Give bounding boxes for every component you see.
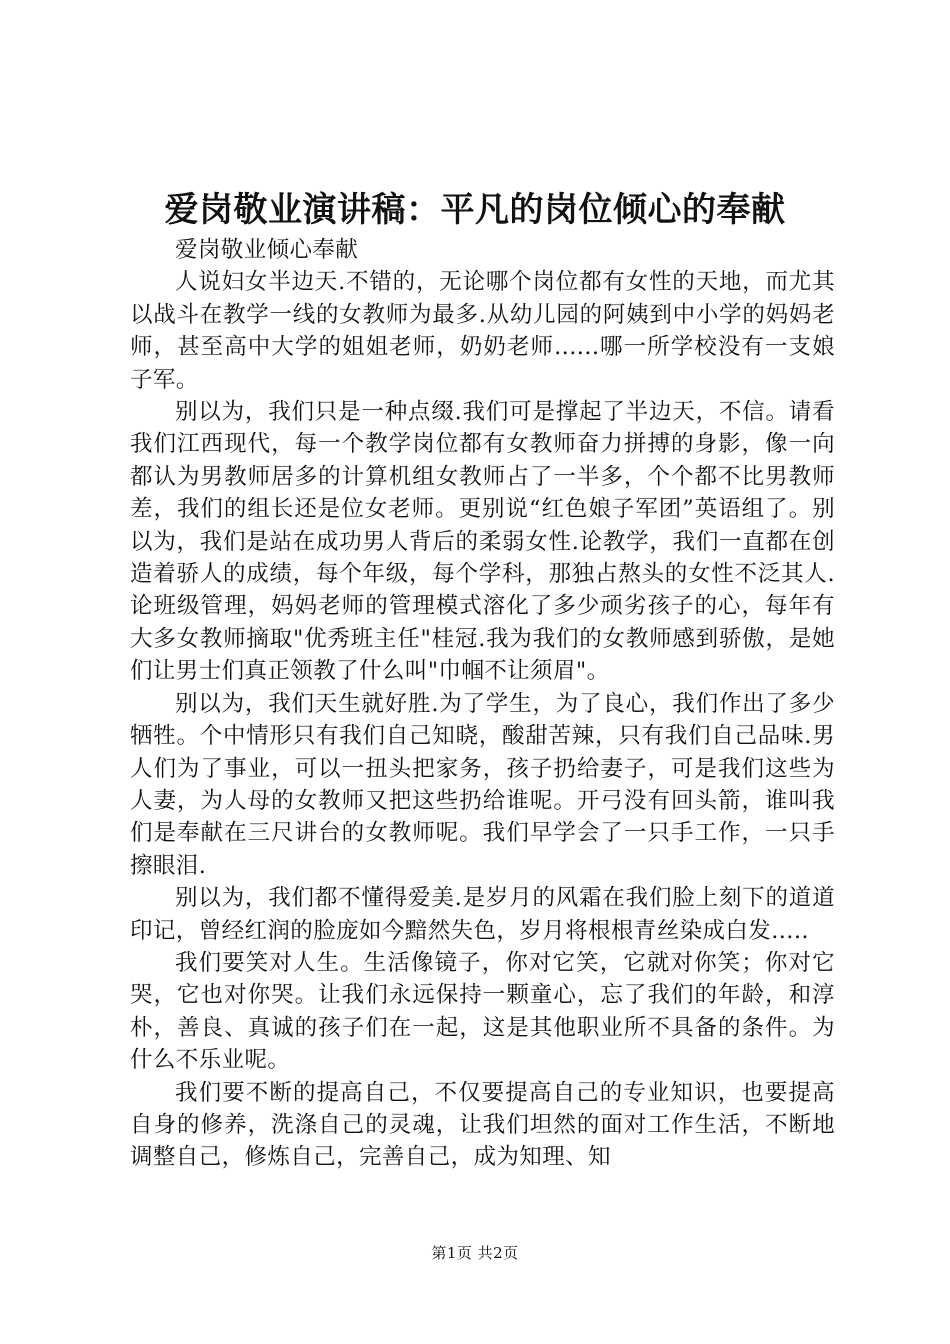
paragraph: 别以为，我们只是一种点缀.我们可是撑起了半边天，不信。请看我们江西现代，每一个教学岗位都有女教师奋力拼搏的身影，像一向都认为男教师居多的计算机组女教师占了一半多，个个都不比男教师差，我们的组长还是位女老师。更别说“红色娘子军团”英语组了。别以为，我们是站在成功男人背后的柔弱女性.论教学，我们一直都在创造着骄人的成绩，每个年级，每个学科，那独占熬头的女性不泛其人.论班级管理，妈妈老师的管理模式溶化了多少顽劣孩子的心，每年有大多女教师摘取"优秀班主任"桂冠.我为我们的女教师感到骄傲，是她们让男士们真正领教了什么叫"巾帼不让须眉"。 (130, 399, 835, 685)
paragraph: 人说妇女半边天.不错的，无论哪个岗位都有女性的天地，而尤其以战斗在教学一线的女教师为最多.从幼儿园的阿姨到中小学的妈妈老师，甚至高中大学的姐姐老师，奶奶老师......哪一所学校没有一支娘子军。 (130, 269, 835, 393)
paragraph: 我们要笑对人生。生活像镜子，你对它笑，它就对你笑；你对它哭，它也对你哭。让我们永远保持一颗童心，忘了我们的年龄，和淳朴，善良、真诚的孩子们在一起，这是其他职业所不具备的条件。为什么不乐业呢。 (130, 949, 835, 1074)
document-body (130, 234, 835, 1174)
paragraph: 别以为，我们天生就好胜.为了学生，为了良心，我们作出了多少牺牲。个中情形只有我们自己知晓，酸甜苦辣，只有我们自己品味.男人们为了事业，可以一扭头把家务，孩子扔给妻子，可是我们这些为人妻，为人母的女教师又把这些扔给谁呢。开弓没有回头箭，谁叫我们是奉献在三尺讲台的女教师呢。我们早学会了一只手工作，一只手擦眼泪. (130, 690, 835, 879)
document-title: 爱岗敬业演讲稿：平凡的岗位倾心的奉献 (164, 190, 786, 230)
paragraph: 我们要不断的提高自己，不仅要提高自己的专业知识，也要提高自身的修养，洗涤自己的灵魂，让我们坦然的面对工作生活，不断地调整自己，修炼自己，完善自己，成为知理、知 (130, 1079, 835, 1171)
paragraph: 别以为，我们都不懂得爱美.是岁月的风霜在我们脸上刻下的道道印记，曾经红润的脸庞如今黯然失色，岁月将根根青丝染成白发..... (130, 885, 835, 944)
page-number-footer: 第1页 共2页 (431, 1244, 519, 1262)
paragraph-subtitle: 爱岗敬业倾心奉献 (175, 237, 359, 263)
